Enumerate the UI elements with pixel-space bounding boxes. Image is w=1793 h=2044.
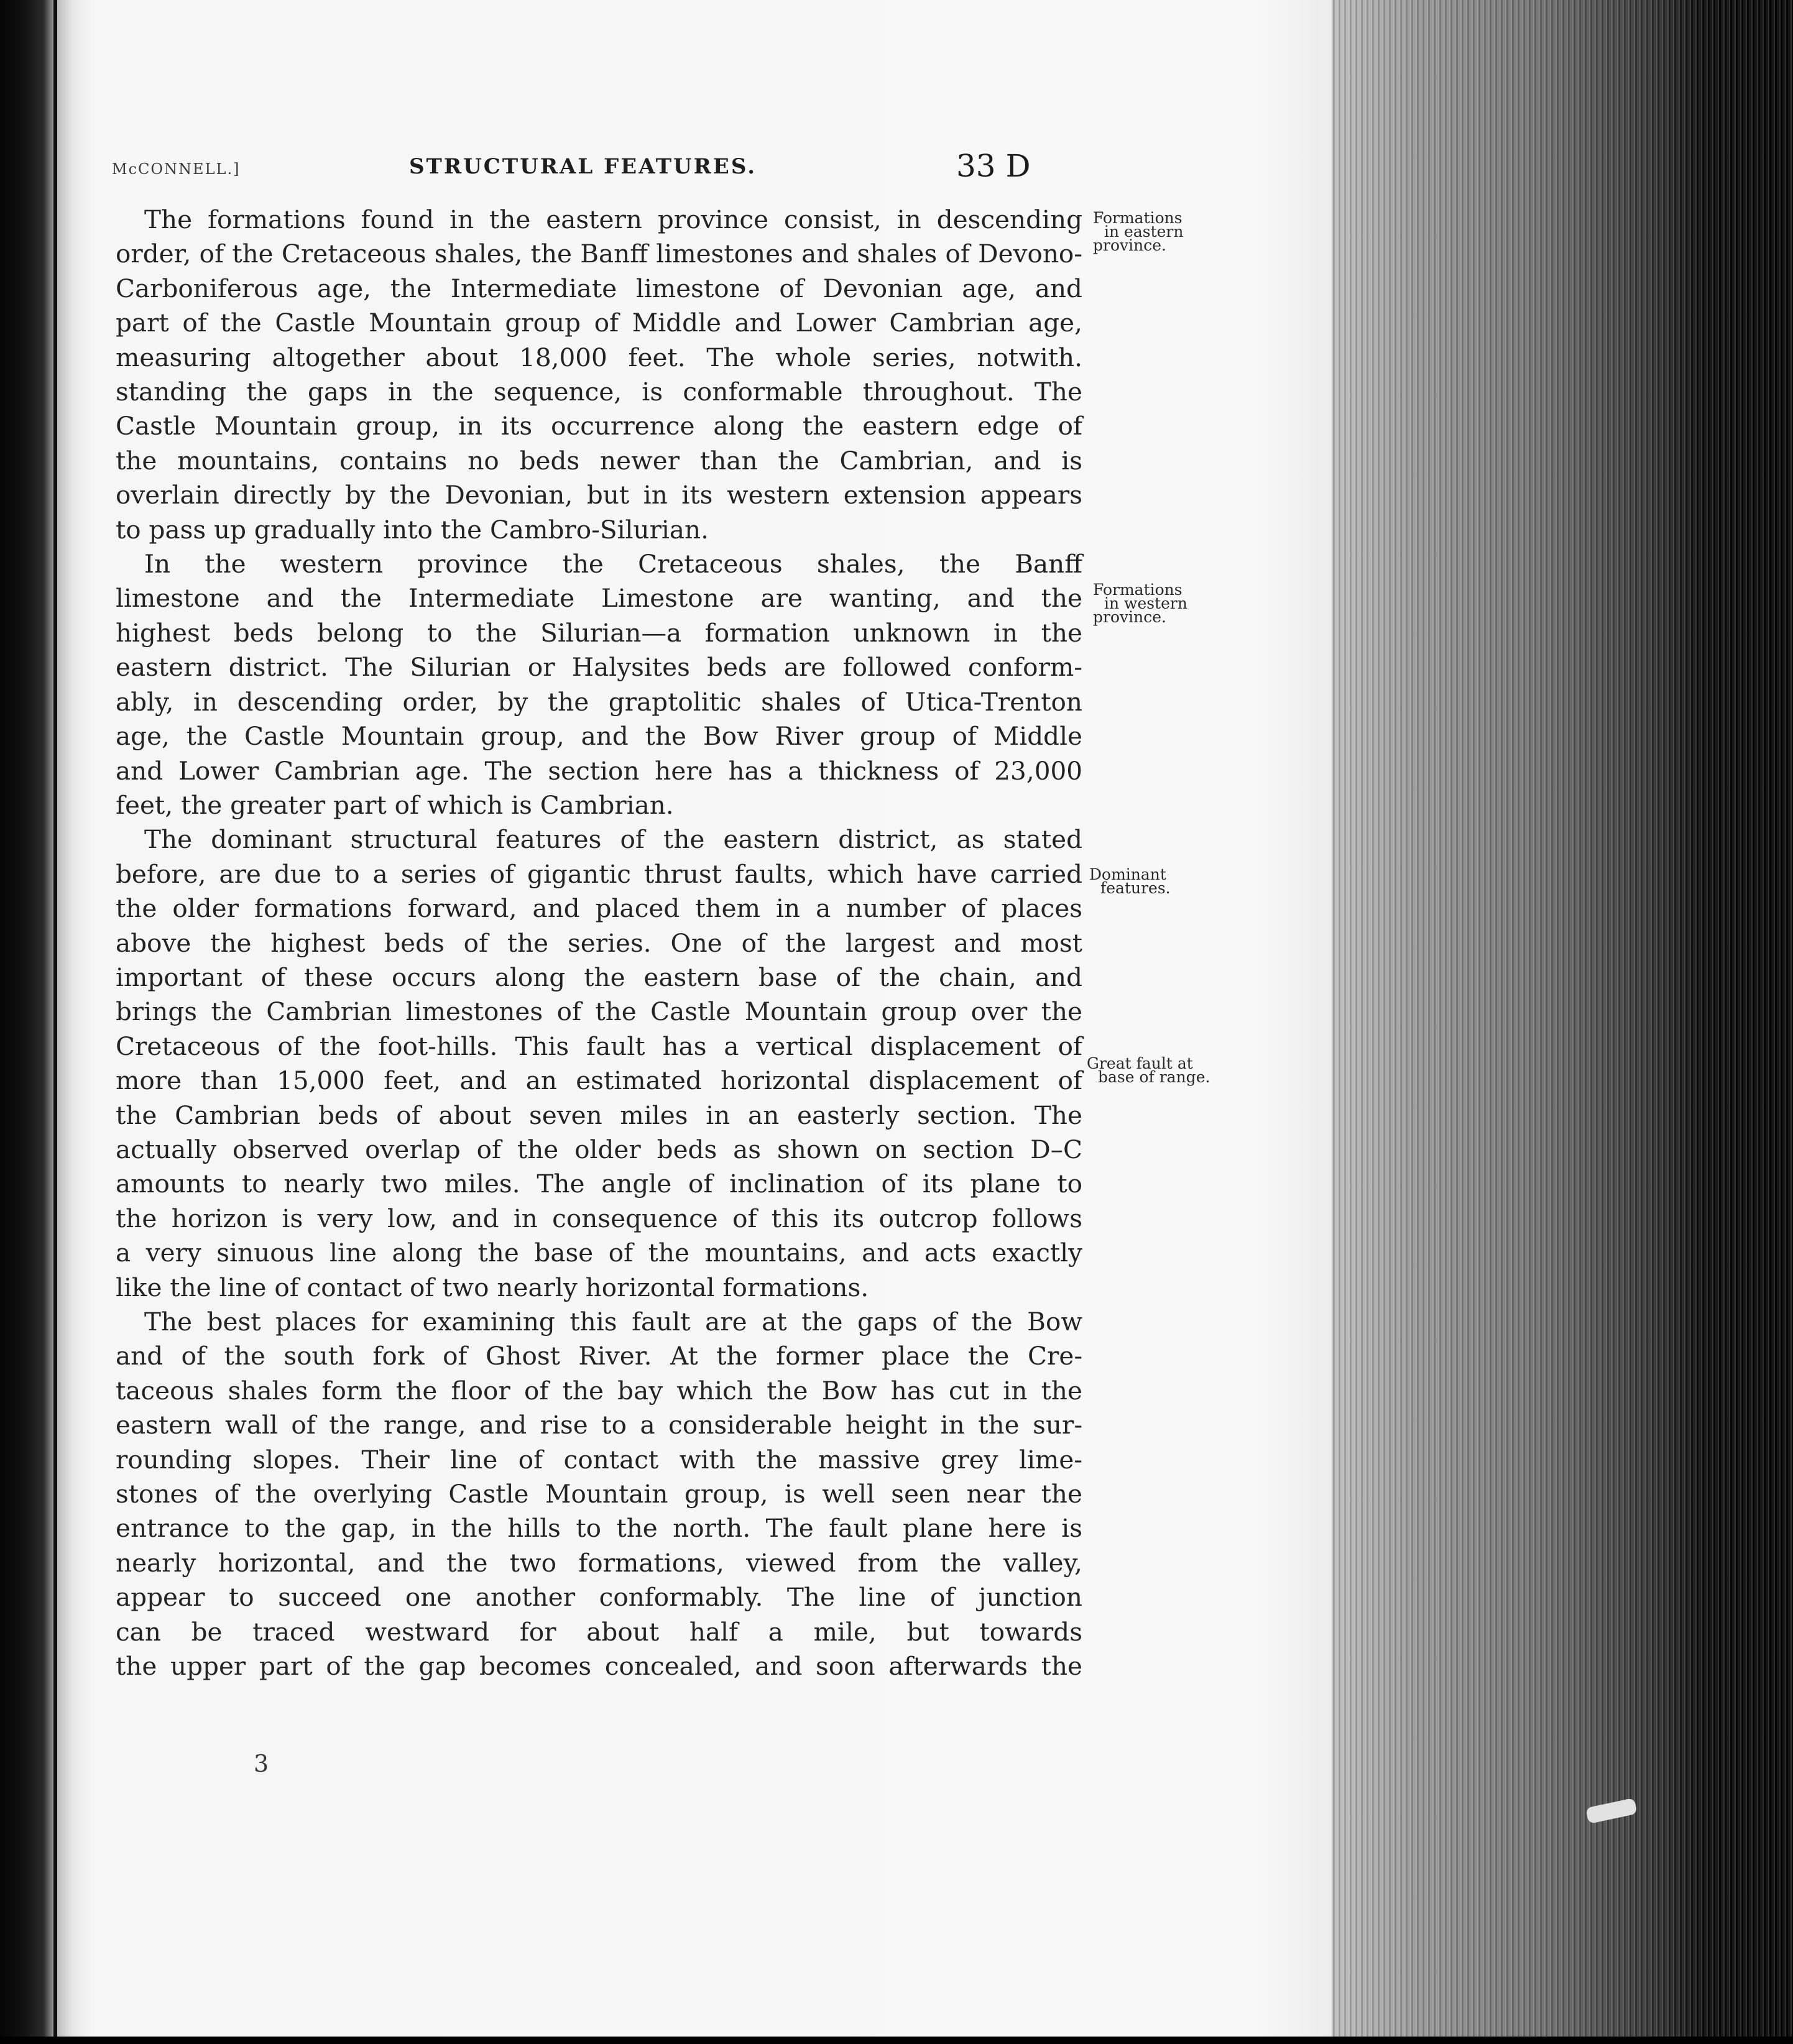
text-line: entrance to the gap, in the hills to the north. The fault plane here is	[116, 1513, 1082, 1544]
text-line: eastern wall of the range, and rise to a considerable height in the sur-	[116, 1410, 1082, 1440]
text-line: limestone and the Intermediate Limestone are wanting, and the	[116, 583, 1082, 614]
text-line: can be traced westward for about half a mile, but towards	[116, 1616, 1082, 1647]
paragraph-dominant-features	[116, 822, 1082, 1305]
sidenote-line: features.	[1100, 879, 1171, 897]
text-line: to pass up gradually into the Cambro-Silurian.	[116, 514, 709, 545]
text-line: ably, in descending order, by the graptolitic shales of Utica-Trenton	[116, 686, 1082, 717]
sidenote-line: Formations	[1093, 581, 1182, 599]
text-line: Cretaceous of the foot-hills. This fault has a vertical displacement of	[116, 1031, 1082, 1061]
text-line: appear to succeed one another conformably. The line of junction	[116, 1582, 1082, 1613]
text-line: the mountains, contains no beds newer than the Cambrian, and is	[116, 445, 1082, 476]
text-line: above the highest beds of the series. One of the largest and most	[116, 928, 1082, 958]
text-line: highest beds belong to the Silurian—a formation unknown in the	[116, 617, 1082, 648]
page-number: 33 D	[956, 148, 1031, 184]
running-title: STRUCTURAL FEATURES.	[409, 154, 757, 179]
text-line: The formations found in the eastern province consist, in descending	[144, 205, 1082, 234]
text-line: the horizon is very low, and in consequence of this its outcrop follows	[116, 1203, 1082, 1233]
sidenote-line: in eastern	[1104, 223, 1184, 241]
running-header	[73, 148, 1332, 185]
text-line: brings the Cambrian limestones of the Castle Mountain group over the	[116, 997, 1082, 1027]
sidenote-line: Dominant	[1089, 865, 1166, 883]
text-line: eastern district. The Silurian or Halysites beds are followed conform-	[116, 652, 1082, 683]
text-line: stones of the overlying Castle Mountain group, is well seen near the	[116, 1479, 1082, 1509]
sidenote-line: Formations	[1093, 209, 1182, 227]
text-line: and of the south fork of Ghost River. At the former place the Cre-	[116, 1341, 1082, 1371]
sidenote-dominant-features	[1089, 865, 1220, 897]
sidenote-line: province.	[1093, 236, 1166, 254]
signature-mark: 3	[254, 1750, 269, 1777]
book-page	[73, 0, 1332, 2044]
text-line: taceous shales form the floor of the bay which the Bow has cut in the	[116, 1375, 1082, 1406]
text-line: nearly horizontal, and the two formations, viewed from the valley,	[116, 1547, 1082, 1578]
running-author: McCONNELL.]	[112, 160, 241, 178]
text-line: before, are due to a series of gigantic thrust faults, which have carried	[116, 859, 1082, 889]
sidenote-great-fault	[1087, 1054, 1217, 1086]
text-line: important of these occurs along the eastern base of the chain, and	[116, 962, 1082, 992]
sidenote-line: Great fault at	[1087, 1054, 1193, 1072]
sidenote-line: base of range.	[1098, 1068, 1210, 1086]
text-column	[116, 203, 1082, 1683]
sidenote-line: province.	[1093, 608, 1166, 626]
text-line: feet, the greater part of which is Cambrian.	[116, 790, 674, 820]
text-line: overlain directly by the Devonian, but in its western extension appears	[116, 480, 1082, 510]
book-left-edge	[0, 0, 73, 2044]
text-line: the Cambrian beds of about seven miles in an easterly section. The	[116, 1100, 1082, 1130]
paper-blemish	[1585, 1798, 1638, 1824]
text-line: measuring altogether about 18,000 feet. The whole series, notwith.	[116, 342, 1082, 372]
text-line: the older formations forward, and placed them in a number of places	[116, 893, 1082, 924]
paragraph-western-province	[116, 547, 1082, 822]
text-line: In the western province the Cretaceous shales, the Banff	[144, 549, 1082, 579]
page-stack-edge	[1332, 0, 1793, 2044]
text-line: actually observed overlap of the older beds as shown on section D–C	[116, 1134, 1082, 1164]
text-line: The dominant structural features of the eastern district, as stated	[144, 824, 1082, 855]
text-line: amounts to nearly two miles. The angle of inclination of its plane to	[116, 1169, 1082, 1199]
text-line: part of the Castle Mountain group of Middle and Lower Cambrian age,	[116, 308, 1082, 338]
sidenote-eastern-province	[1093, 211, 1224, 252]
text-line: a very sinuous line along the base of the mountains, and acts exactly	[116, 1238, 1082, 1268]
text-line: age, the Castle Mountain group, and the Bow River group of Middle	[116, 721, 1082, 752]
text-line: the upper part of the gap becomes concealed, and soon afterwards the	[116, 1651, 1082, 1682]
text-line: and Lower Cambrian age. The section here has a thickness of 23,000	[116, 755, 1082, 786]
sidenote-line: in western	[1104, 594, 1187, 612]
text-line: like the line of contact of two nearly horizontal formations.	[116, 1272, 869, 1302]
text-line: more than 15,000 feet, and an estimated horizontal displacement of	[116, 1066, 1082, 1096]
text-line: order, of the Cretaceous shales, the Banff limestones and shales of Devono-	[116, 239, 1082, 269]
text-line: Carboniferous age, the Intermediate limestone of Devonian age, and	[116, 273, 1082, 303]
text-line: rounding slopes. Their line of contact with the massive grey lime-	[116, 1444, 1082, 1475]
text-line: Castle Mountain group, in its occurrence along the eastern edge of	[116, 411, 1082, 441]
text-line: The best places for examining this fault are at the gaps of the Bow	[144, 1307, 1082, 1337]
sidenote-western-province	[1093, 583, 1224, 624]
bottom-edge	[0, 2037, 1793, 2044]
text-line: standing the gaps in the sequence, is conformable throughout. The	[116, 377, 1082, 407]
paragraph-fault-examination	[116, 1305, 1082, 1683]
paragraph-eastern-province	[116, 203, 1082, 547]
